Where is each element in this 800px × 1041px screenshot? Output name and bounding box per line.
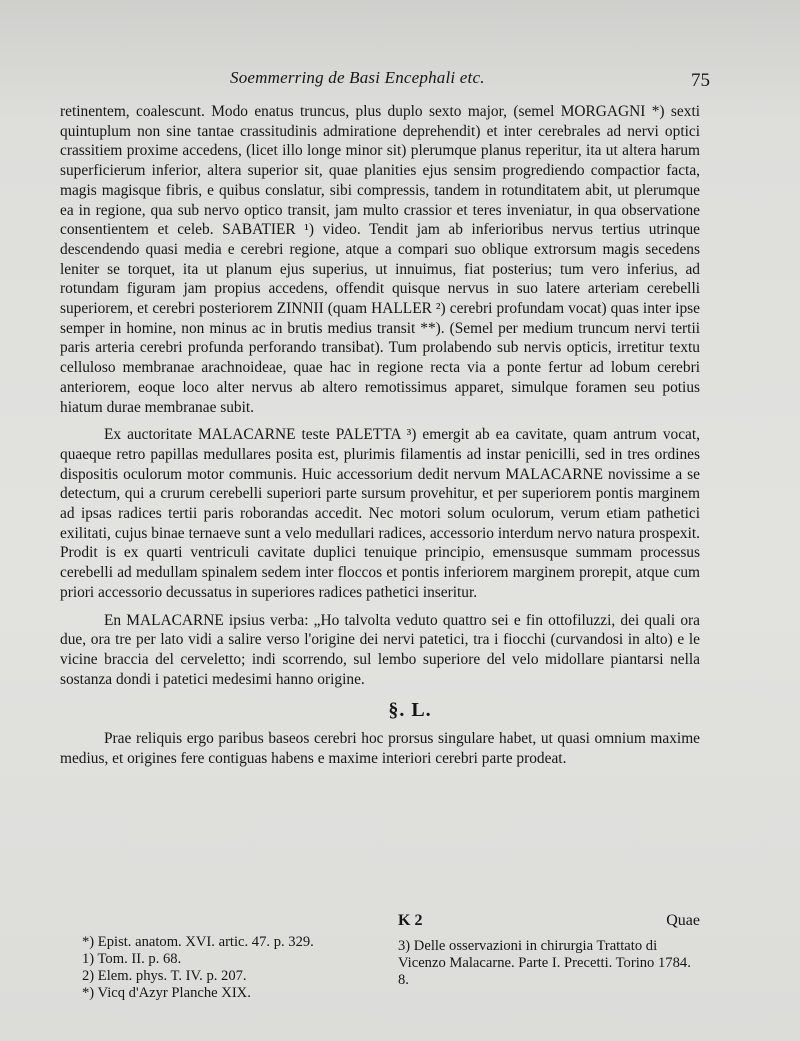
footnote-item: *) Vicq d'Azyr Planche XIX. bbox=[82, 985, 251, 1001]
paragraph-1: retinentem, coalescunt. Modo enatus truncus, plus duplo sexto major, (semel MORGAGNI *) sexti quintuplum non sine tantae crassitudinis admiratione deprehendit) et inter cerebrales ad nervi optici crassitiem proxime accedens, (licet illo longe minor sit) plerumque planus reperitur, ita ut altera harum superficierum inferior, altera superior sit, quae planities ejus sensim progrediendo compactior facta, magis magisque fibris, e quibus conslatur, sibi compressis, tandem in rotunditatem abit, ut plerumque ea in regione, qua sub nervo optico transit, jam multo crassior et teres inveniatur, in qua observatione consentientem et celeb. SABATIER ¹) video. Tendit jam ab inferioribus nervus tertius utrinque descendendo quasi media e cerebri regione, atque a compari suo oblique extrorsum magis secedens leniter se torquet, ita ut planum ejus superius, ut innuimus, fiat posterius; tum vero inferius, ad rotundam figuram jam propius accedens, offendit quisque nervus in suo latere arteriam cerebelli superiorem, et cerebri posteriorem ZINNII (quam HALLER ²) cerebri profundam vocat) quas inter ipse semper in homine, non minus ac in brutis medius transit **). (Semel per medium truncum nervi tertii paris arteria cerebri profunda perforando transibat). Tum prolabendo sub nervis opticis, irretitur textu celluloso membranae arachnoideae, quae hac in regione recta via a ponte fertur ad lobum cerebri anteriorem, eoque loco alter nervus ab altero remotissimus apparet, simulque foramen seu potius hiatum durae membranae subit. bbox=[60, 103, 700, 416]
page-number: 75 bbox=[691, 70, 710, 91]
section-heading: §. L. bbox=[388, 699, 432, 722]
footnote-item: 1) Tom. II. p. 68. bbox=[82, 951, 182, 967]
footnote-item: *) Epist. anatom. XVI. artic. 47. p. 329. bbox=[82, 934, 314, 950]
page-header bbox=[90, 66, 710, 96]
footnotes-left bbox=[82, 934, 382, 1002]
page-footer bbox=[60, 912, 700, 1022]
page-body bbox=[60, 102, 700, 769]
footnote-right: 3) Delle osservazioni in chirurgia Trattato di Vicenzo Malacarne. Parte I. Precetti. Torino 1784. 8. bbox=[398, 938, 691, 988]
signature-mark: K 2 bbox=[398, 912, 423, 929]
running-title: Soemmerring de Basi Encephali etc. bbox=[230, 68, 485, 87]
section-paragraph: Prae reliquis ergo paribus baseos cerebri hoc prorsus singulare habet, ut quasi omnium maxime medius, et origines fere contiguas habens e maxime interiori cerebri parte prodeat. bbox=[60, 730, 700, 767]
footnote-item: 2) Elem. phys. T. IV. p. 207. bbox=[82, 968, 247, 984]
catchword: Quae bbox=[666, 912, 700, 929]
paragraph-3: En MALACARNE ipsius verba: „Ho talvolta veduto quattro sei e fin ottofiluzzi, dei quali ora due, ora tre per lato vidi a salire verso l'origine dei nervi patetici, tra i fiocchi (curvandosi in alto) e le vicine braccia del cerveletto; indi scorrendo, sul lembo superiore del velo midollare piantarsi nella sostanza dondi i patetici medesimi hanno origine. bbox=[60, 611, 700, 688]
paragraph-2: Ex auctoritate MALACARNE teste PALETTA ³) emergit ab ea cavitate, quam antrum vocat, quaeque retro papillas medullares posita est, plurimis filamentis ad instar penicilli, sed in tres ordines dispositis oculorum motor communis. Huic accessorium dedit nervum MALACARNE novissime a se detectum, qui a crurum cerebelli superiori parte sursum provehitur, et per superiorem pontis marginem ad ipsas radices tertii paris roborandas accedit. Nec motori solum oculorum, verum etiam pathetici exilitati, cujus binae ternaeve sunt a velo medullari radices, accessorio interdum nervo natura prospexit. Prodit is ex quarti ventriculi cavitate duplici tenuique principio, emensusque summam processus cerebelli ad medullam spinalem sedem inter floccos et pontis inferiorem marginem prorepit, atque cum priori accessorio decussatus in superiores radices pathetici inseritur. bbox=[60, 426, 700, 601]
